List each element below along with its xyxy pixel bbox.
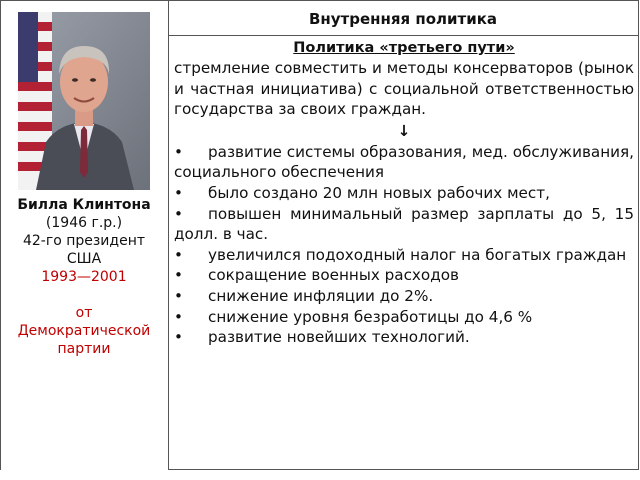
- bullet-icon: •: [174, 266, 183, 285]
- table-border-right: [638, 0, 639, 470]
- bullet-icon: •: [174, 328, 183, 347]
- birth-year: (1946 г.р.): [45, 215, 123, 231]
- list-item-text: развитие системы образования, мед. обслуживания, социального обеспечения: [174, 142, 634, 182]
- list-item-text: снижение инфляции до 2%.: [208, 286, 434, 305]
- president-portrait: [18, 12, 150, 190]
- table-header: Внутренняя политика: [308, 10, 498, 28]
- policy-title: Политика «третьего пути»: [293, 40, 515, 56]
- list-item: [174, 286, 634, 307]
- policy-description: стремление совместить и методы консерваторов (рынок и частная инициатива) с социальной ответственностью государства за своих граждан.: [174, 59, 634, 119]
- policy-body: [174, 38, 634, 348]
- bullet-icon: •: [174, 286, 183, 305]
- term-years: 1993—2001: [41, 269, 127, 285]
- table-border-left: [0, 0, 1, 470]
- bullet-icon: •: [174, 183, 183, 202]
- policy-list: [174, 142, 634, 348]
- party-line-1: от: [75, 305, 93, 321]
- role-line-1: 42-го президент: [22, 233, 146, 249]
- portrait-column: [2, 2, 166, 468]
- list-item-text: сокращение военных расходов: [208, 266, 459, 285]
- table-border-top: [0, 0, 639, 1]
- list-item-text: снижение уровня безработицы до 4,6 %: [208, 307, 533, 326]
- list-item: [174, 327, 634, 348]
- portrait-image: [18, 12, 150, 190]
- president-name: Билла Клинтона: [17, 197, 151, 213]
- list-item: [174, 245, 634, 266]
- list-item-text: развитие новейших технологий.: [208, 328, 470, 347]
- list-item: [174, 142, 634, 183]
- caption-spacer: [2, 286, 166, 304]
- party-line-2: Демократической: [17, 323, 151, 339]
- table-border-bottom: [168, 469, 639, 470]
- list-item-text: повышен минимальный размер зарплаты до 5, 15 долл. в час.: [174, 204, 634, 244]
- bullet-icon: •: [174, 142, 183, 161]
- list-item: [174, 204, 634, 245]
- list-item: [174, 183, 634, 204]
- list-item: [174, 307, 634, 328]
- party-line-3: партии: [57, 341, 111, 357]
- down-arrow-icon: ↓: [397, 121, 411, 140]
- column-divider: [168, 0, 169, 470]
- list-item-text: было создано 20 млн новых рабочих мест,: [208, 183, 550, 202]
- bullet-icon: •: [174, 245, 183, 264]
- list-item: [174, 265, 634, 286]
- role-line-2: США: [66, 251, 102, 267]
- bullet-icon: •: [174, 204, 183, 223]
- bullet-icon: •: [174, 307, 183, 326]
- president-caption: [2, 196, 166, 358]
- list-item-text: увеличился подоходный налог на богатых граждан: [208, 245, 627, 264]
